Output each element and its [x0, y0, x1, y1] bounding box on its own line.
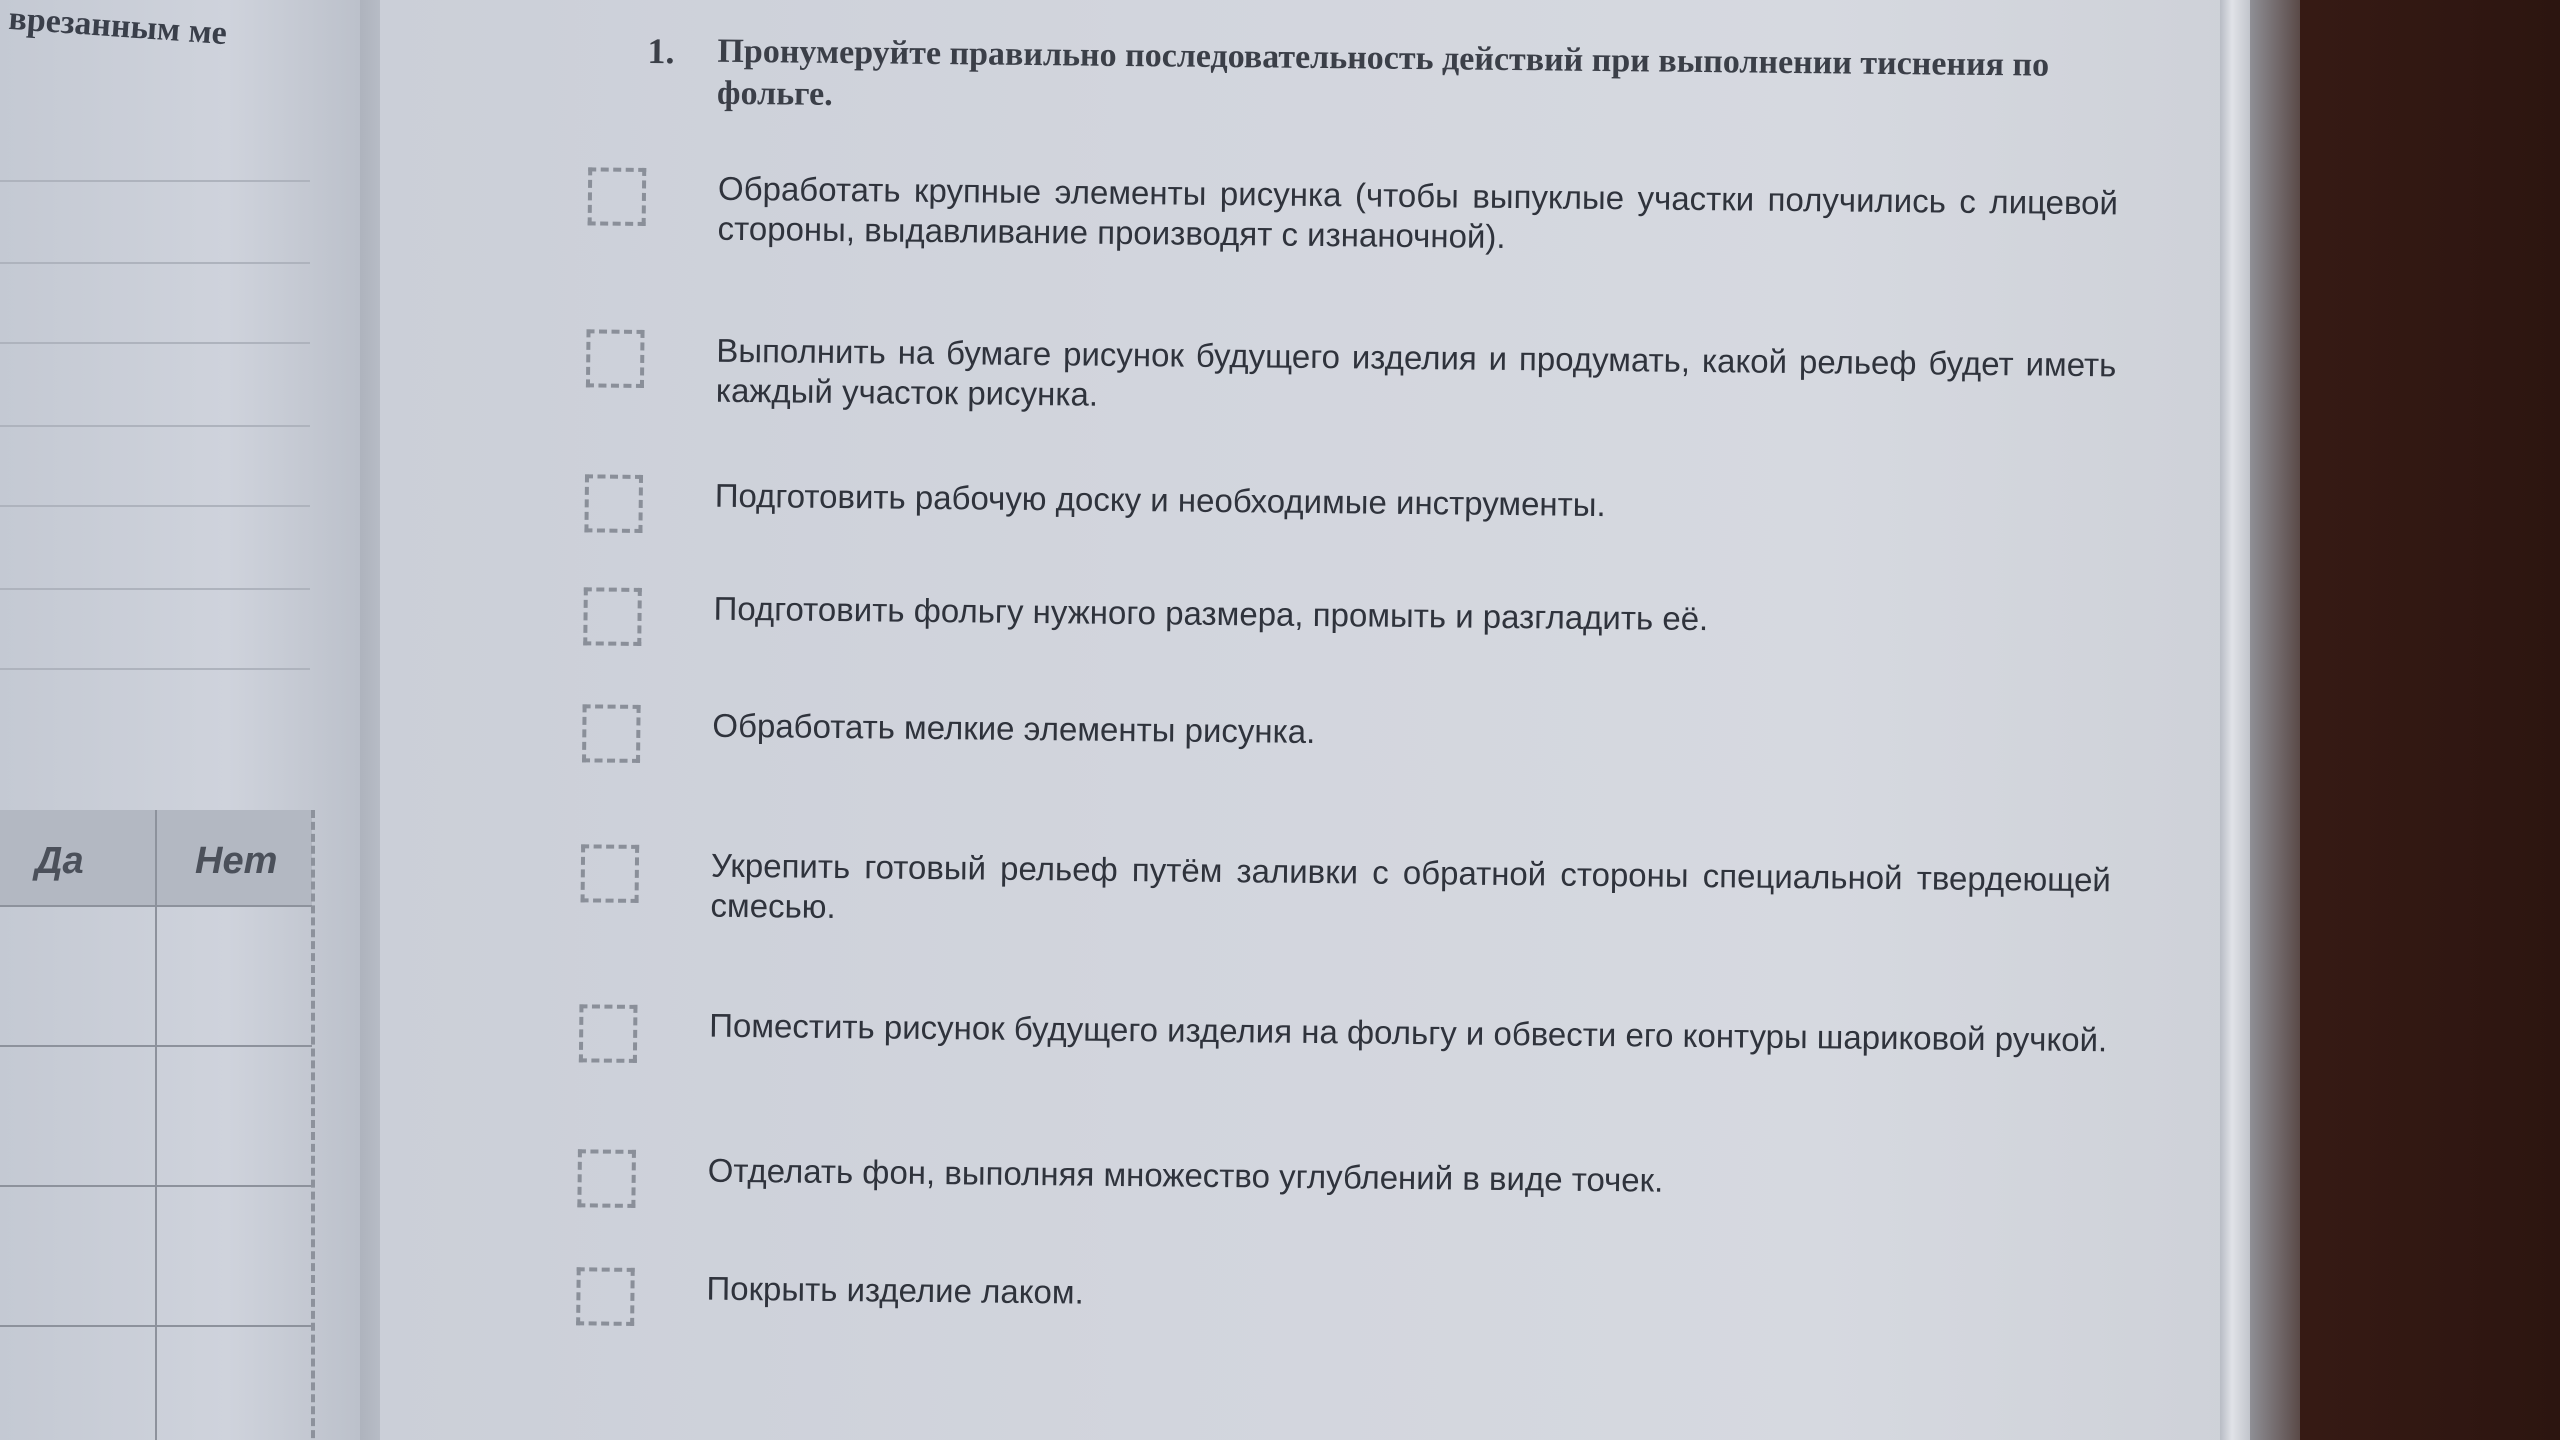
answer-box[interactable] — [583, 587, 642, 646]
step-text: Поместить рисунок будущего изделия на фольгу и обвести его контуры шариковой ручкой. — [709, 1006, 2108, 1059]
answer-box[interactable] — [576, 1267, 635, 1326]
step-text: Укрепить готовый рельеф путём заливки с обратной стороны специальной твердеющей смесью. — [710, 846, 2112, 925]
step-text: Выполнить на бумаге рисунок будущего изделия и продумать, какой рельеф будет иметь каждый участок рисунка. — [715, 331, 2117, 413]
task-title: Пронумеруйте правильно последовательность действий при выполнении тиснения по фольге. — [716, 32, 2050, 113]
answer-box[interactable] — [588, 167, 647, 226]
step-item — [584, 587, 2124, 638]
answer-box[interactable] — [577, 1149, 636, 1208]
step-text: Покрыть изделие лаком. — [706, 1269, 1084, 1311]
answer-box[interactable] — [579, 1004, 638, 1063]
answer-box[interactable] — [586, 329, 645, 388]
step-item — [578, 1149, 2118, 1199]
step-item — [579, 1004, 2119, 1059]
step-text: Отделать фон, выполняя множество углублений в виде точек. — [707, 1151, 1664, 1199]
step-item — [583, 704, 2123, 751]
step-text: Подготовить рабочую доску и необходимые инструменты. — [714, 476, 1606, 524]
no-column-header: Нет — [195, 840, 278, 882]
step-text: Обработать мелкие элементы рисунка. — [712, 706, 1316, 751]
task-number: 1. — [647, 30, 675, 72]
step-text: Обработать крупные элементы рисунка (чтобы выпуклые участки получились с лицевой стороны, выдавливание производят с изнаночной). — [717, 169, 2119, 255]
yes-column-header: Да — [35, 840, 84, 882]
step-item — [587, 329, 2127, 413]
left-page-top-text: врезанным ме — [7, 0, 229, 53]
step-item — [585, 474, 2125, 524]
step-text: Подготовить фольгу нужного размера, промыть и разгладить её. — [713, 589, 1709, 638]
step-item — [577, 1267, 2117, 1311]
step-item — [588, 167, 2128, 255]
step-item — [581, 844, 2121, 925]
answer-box[interactable] — [584, 474, 643, 533]
answer-box[interactable] — [582, 704, 641, 763]
answer-box[interactable] — [581, 844, 640, 903]
